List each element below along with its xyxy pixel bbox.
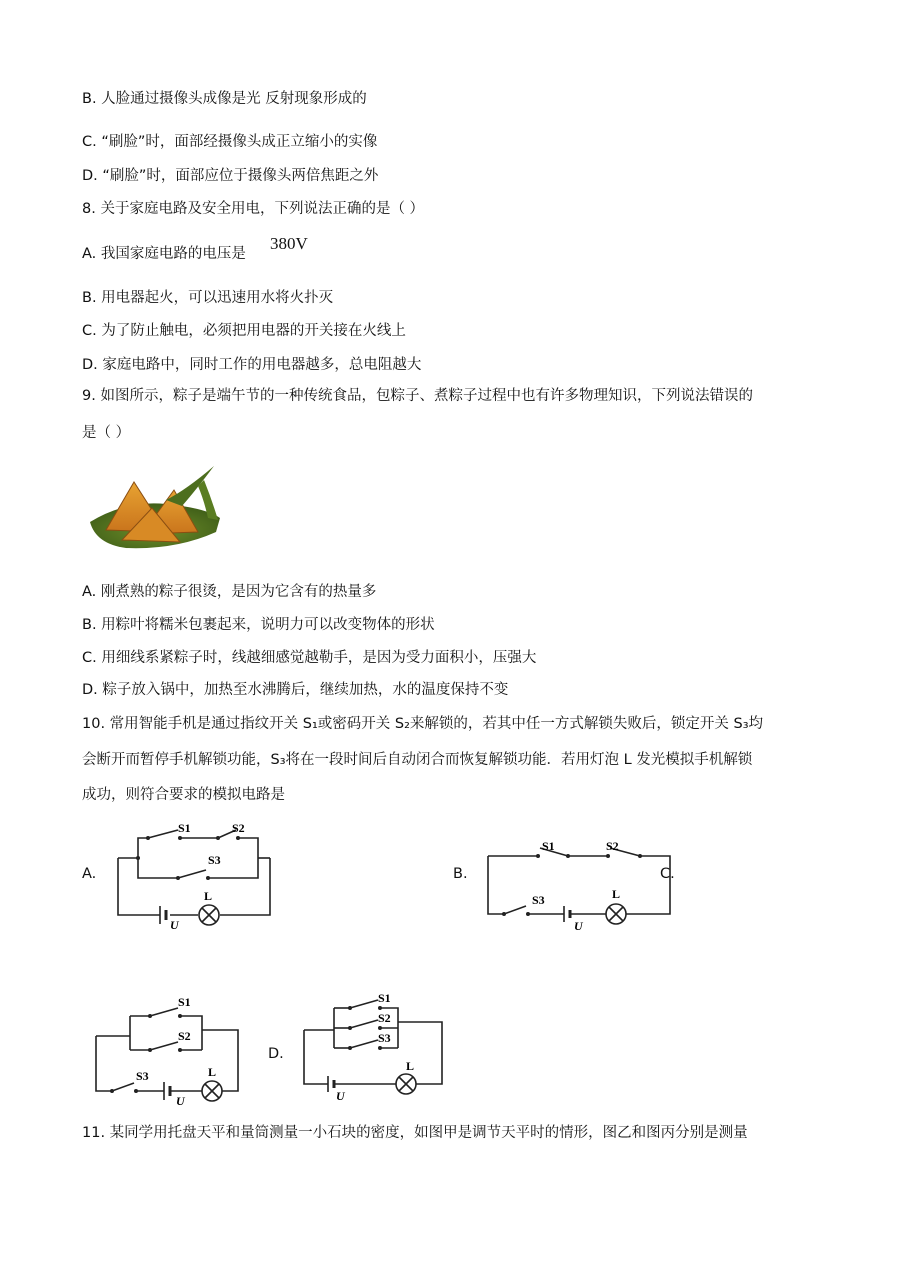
- voltage-value: 380V: [270, 234, 308, 253]
- circuit-d: [298, 990, 448, 1104]
- line-q8-optC: C. 为了防止触电，必须把用电器的开关接在火线上: [82, 323, 406, 339]
- circuit-d-s3: S3: [378, 1031, 391, 1045]
- circuit-a-u: U: [170, 918, 179, 930]
- line-q9-optD: D. 粽子放入锅中，加热至水沸腾后，继续加热，水的温度保持不变: [82, 682, 509, 698]
- line-q9-stem1: 9. 如图所示，粽子是端午节的一种传统食品，包粽子、煮粽子过程中也有许多物理知识，下列说法错误的: [82, 388, 753, 404]
- line-q9-stem2: 是（ ）: [82, 425, 131, 441]
- line-q10-stem3: 成功，则符合要求的模拟电路是: [82, 787, 285, 803]
- option-label-a: A.: [82, 866, 97, 882]
- line-q10-stem1: 10. 常用智能手机是通过指纹开关 S₁或密码开关 S₂来解锁的，若其中任一方式解锁失败后，锁定开关 S₃均: [82, 716, 764, 732]
- option-label-d: D.: [268, 1046, 284, 1062]
- circuit-c-s3: S3: [136, 1069, 149, 1083]
- circuit-c-s1: S1: [178, 996, 191, 1009]
- option-label-c: C.: [660, 866, 675, 882]
- circuit-c-s2: S2: [178, 1029, 191, 1043]
- circuit-c-l: L: [208, 1065, 217, 1079]
- circuit-a-l: L: [204, 889, 213, 903]
- circuit-c: [90, 996, 250, 1106]
- line-q8-optD: D. 家庭电路中，同时工作的用电器越多，总电阻越大: [82, 357, 422, 373]
- zongzi-image: [86, 460, 222, 554]
- circuit-b-s3: S3: [532, 893, 545, 907]
- circuit-d-l: L: [406, 1059, 415, 1073]
- circuit-d-u: U: [336, 1089, 345, 1103]
- circuit-b-s1: S1: [542, 839, 555, 853]
- line-q8-stem: 8. 关于家庭电路及安全用电，下列说法正确的是（ ）: [82, 201, 425, 217]
- line-q9-optA: A. 刚煮熟的粽子很烫，是因为它含有的热量多: [82, 584, 377, 600]
- circuit-c-u: U: [176, 1094, 185, 1106]
- line-q8-optB: B. 用电器起火，可以迅速用水将火扑灭: [82, 290, 334, 306]
- line-q11-stem: 11. 某同学用托盘天平和量筒测量一小石块的密度，如图甲是调节天平时的情形，图乙和图丙分别是测量: [82, 1125, 748, 1141]
- line-q10-stem2: 会断开而暂停手机解锁功能，S₃将在一段时间后自动闭合而恢复解锁功能．若用灯泡 L 发光模拟手机解锁: [82, 752, 753, 768]
- line-q7-optB: B. 人脸通过摄像头成像是光 反射现象形成的: [82, 91, 367, 107]
- circuit-b-l: L: [612, 887, 621, 901]
- circuit-a-s1: S1: [178, 821, 191, 835]
- circuit-b-s2: S2: [606, 839, 619, 853]
- circuit-b: [482, 838, 677, 933]
- circuit-a: [108, 820, 278, 930]
- line-q7-optD: D. “刷脸”时，面部应位于摄像头两倍焦距之外: [82, 168, 379, 184]
- circuit-b-u: U: [574, 919, 583, 933]
- line-q9-optB: B. 用粽叶将糯米包裹起来，说明力可以改变物体的形状: [82, 617, 435, 633]
- circuit-a-s3: S3: [208, 853, 221, 867]
- line-q7-optC: C. “刷脸”时，面部经摄像头成正立缩小的实像: [82, 134, 378, 150]
- line-q9-optC: C. 用细线系紧粽子时，线越细感觉越勒手，是因为受力面积小，压强大: [82, 650, 537, 666]
- circuit-d-s2: S2: [378, 1011, 391, 1025]
- circuit-d-s1: S1: [378, 991, 391, 1005]
- line-q8-optA: A. 我国家庭电路的电压是: [82, 246, 246, 262]
- option-label-b: B.: [453, 866, 468, 882]
- circuit-a-s2: S2: [232, 821, 245, 835]
